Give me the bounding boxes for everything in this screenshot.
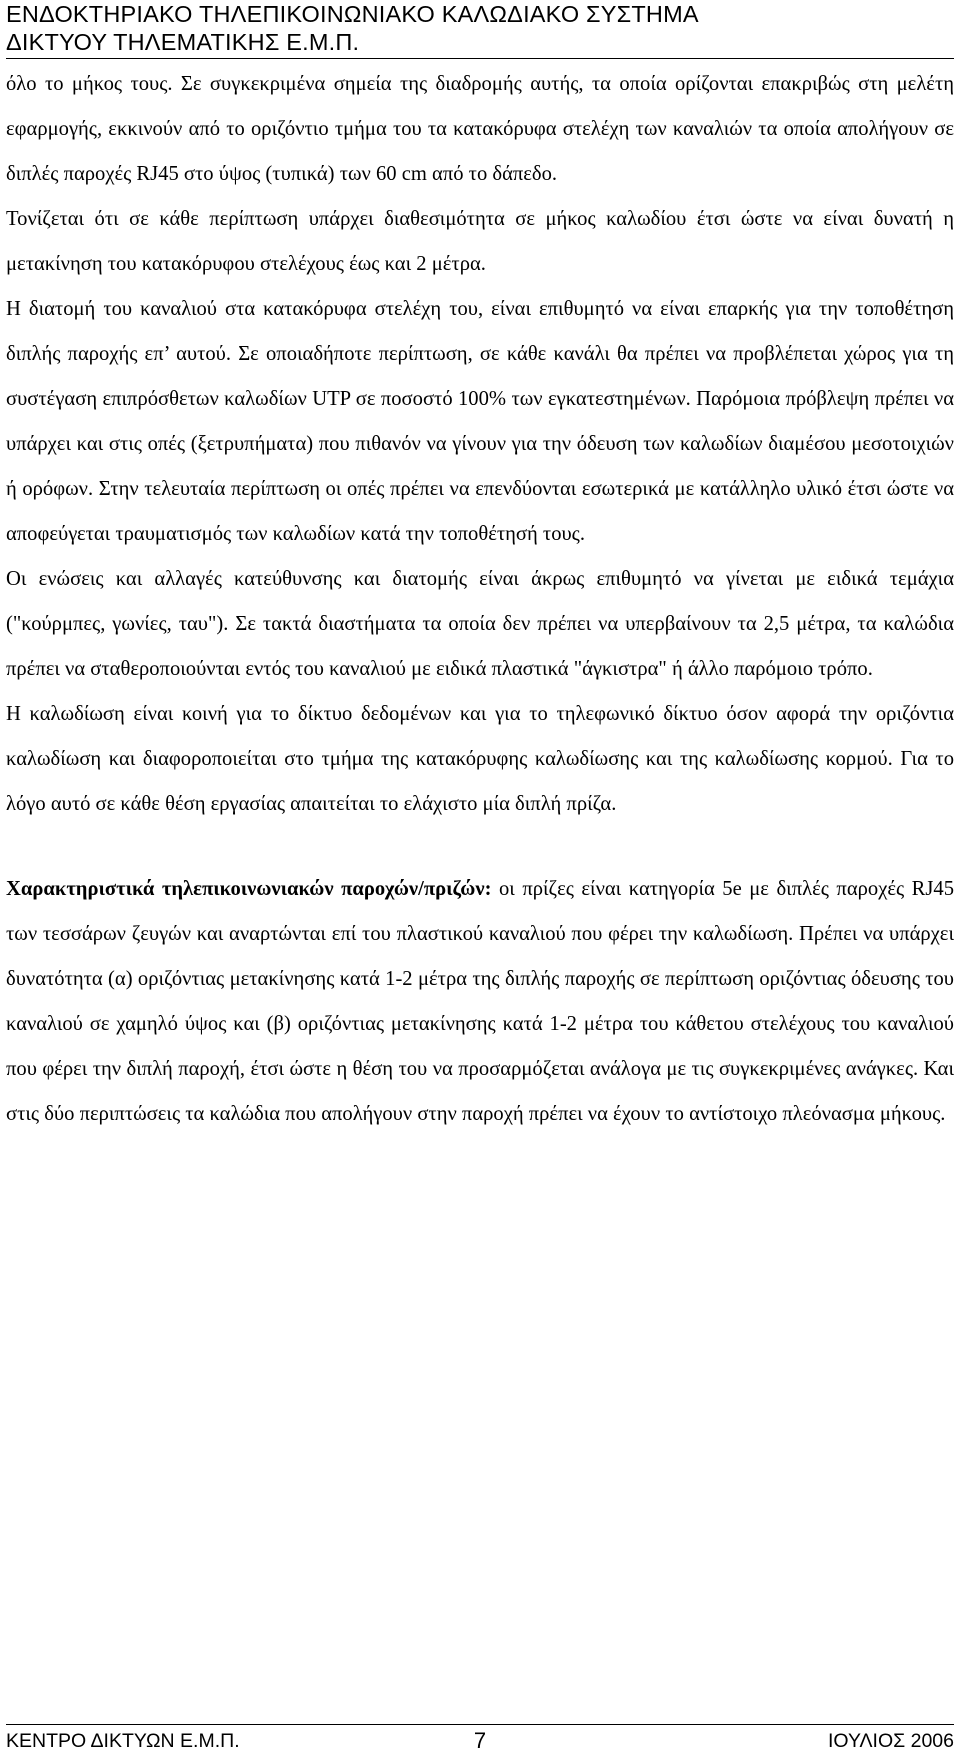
section-outlet-characteristics [6, 867, 954, 1137]
paragraph-cable-slack: Τονίζεται ότι σε κάθε περίπτωση υπάρχει διαθεσιμότητα σε μήκος καλωδίου έτσι ώστε να είναι δυνατή η μετακίνηση του κατακόρυφου στελέχους έως και 2 μέτρα. [6, 208, 954, 275]
section-text: οι πρίζες είναι κατηγορία 5e με διπλές παροχές RJ45 των τεσσάρων ζευγών και αναρτώνται επί του πλαστικού καναλιού που φέρει την καλωδίωση. Πρέπει να υπάρχει δυνατότητα (α) οριζόντιας μετακίνησης κατά 1-2 μέτρα της διπλής παροχής σε περίπτωση οριζόντιας όδευσης του καναλιού σε χαμηλό ύψος και (β) οριζόντιας μετακίνησης κατά 1-2 μέτρα του κάθετου στελέχους του καναλιού που φέρει την διπλή παροχή, έτσι ώστε η θέση του να προσαρμόζεται ανάλογα με τις συγκεκριμένες ανάγκες. Και στις δύο περιπτώσεις τα καλώδια που απολήγουν στην παροχή πρέπει να έχουν το αντίστοιχο πλεόνασμα μήκους. [6, 878, 954, 1125]
footer-date: ΙΟΥΛΙΟΣ 2006 [828, 1730, 954, 1752]
header-divider [6, 58, 954, 59]
footer-divider [6, 1724, 954, 1725]
paragraph-shared-cabling: Η καλωδίωση είναι κοινή για το δίκτυο δεδομένων και για το τηλεφωνικό δίκτυο όσον αφορά την οριζόντια καλωδίωση και διαφοροποιείται στο τμήμα της κατακόρυφης καλωδίωσης και της καλωδίωσης κορμού. Για το λόγο αυτό σε κάθε θέση εργασίας απαιτείται το ελάχιστο μία διπλή πρίζα. [6, 703, 954, 815]
document-body [6, 62, 954, 1137]
paragraph-channel-cross-section: Η διατομή του καναλιού στα κατακόρυφα στελέχη του, είναι επιθυμητό να είναι επαρκής για την τοποθέτηση διπλής παροχής επ’ αυτού. Σε οποιαδήποτε περίπτωση, σε κάθε κανάλι θα πρέπει να προβλέπεται χώρος για τη συστέγαση επιπρόσθετων καλωδίων UTP σε ποσοστό 100% των εγκατεστημένων. Παρόμοια πρόβλεψη πρέπει να υπάρχει και στις οπές (ξετρυπήματα) που πιθανόν να γίνουν για την όδευση των καλωδίων διαμέσου μεσοτοιχιών ή ορόφων. Στην τελευταία περίπτωση οι οπές πρέπει να επενδύονται εσωτερικά με κατάλληλο υλικό έτσι ώστε να αποφεύγεται τραυματισμός των καλωδίων κατά την τοποθέτησή τους. [6, 298, 954, 545]
paragraph-joints-and-fixings: Οι ενώσεις και αλλαγές κατεύθυνσης και διατομής είναι άκρως επιθυμητό να γίνεται με ειδικά τεμάχια ("κούρμπες, γωνίες, ταυ"). Σε τακτά διαστήματα τα οποία δεν πρέπει να υπερβαίνουν τα 2,5 μέτρα, τα καλώδια πρέπει να σταθεροποιούνται εντός του καναλιού με ειδικά πλαστικά "άγκιστρα" ή άλλο παρόμοιο τρόπο. [6, 568, 954, 680]
paragraph-cable-routing: όλο το μήκος τους. Σε συγκεκριμένα σημεία της διαδρομής αυτής, τα οποία ορίζονται επακριβώς στη μελέτη εφαρμογής, εκκινούν από το οριζόντιο τμήμα του τα κατακόρυφα στελέχη των καναλιών τα οποία απολήγουν σε διπλές παροχές RJ45 στο ύψος (τυπικά) των 60 cm από το δάπεδο. [6, 73, 954, 185]
page-number: 7 [473, 1728, 487, 1753]
footer-organization: ΚΕΝΤΡΟ ΔΙΚΤΥΩΝ Ε.Μ.Π. [6, 1730, 240, 1752]
page-footer [6, 1727, 954, 1755]
header-title-line-2: ΔΙΚΤΥΟΥ ΤΗΛΕΜΑΤΙΚΗΣ Ε.Μ.Π. [6, 29, 360, 55]
section-spacer [6, 827, 954, 867]
section-heading: Χαρακτηριστικά τηλεπικοινωνιακών παροχών/πριζών: [6, 878, 492, 900]
header-title-line-1: ΕΝΔΟΚΤΗΡΙΑΚΟ ΤΗΛΕΠΙΚΟΙΝΩΝΙΑΚΟ ΚΑΛΩΔΙΑΚΟ ΣΥΣΤΗΜΑ [6, 1, 699, 27]
page-header [6, 0, 954, 56]
